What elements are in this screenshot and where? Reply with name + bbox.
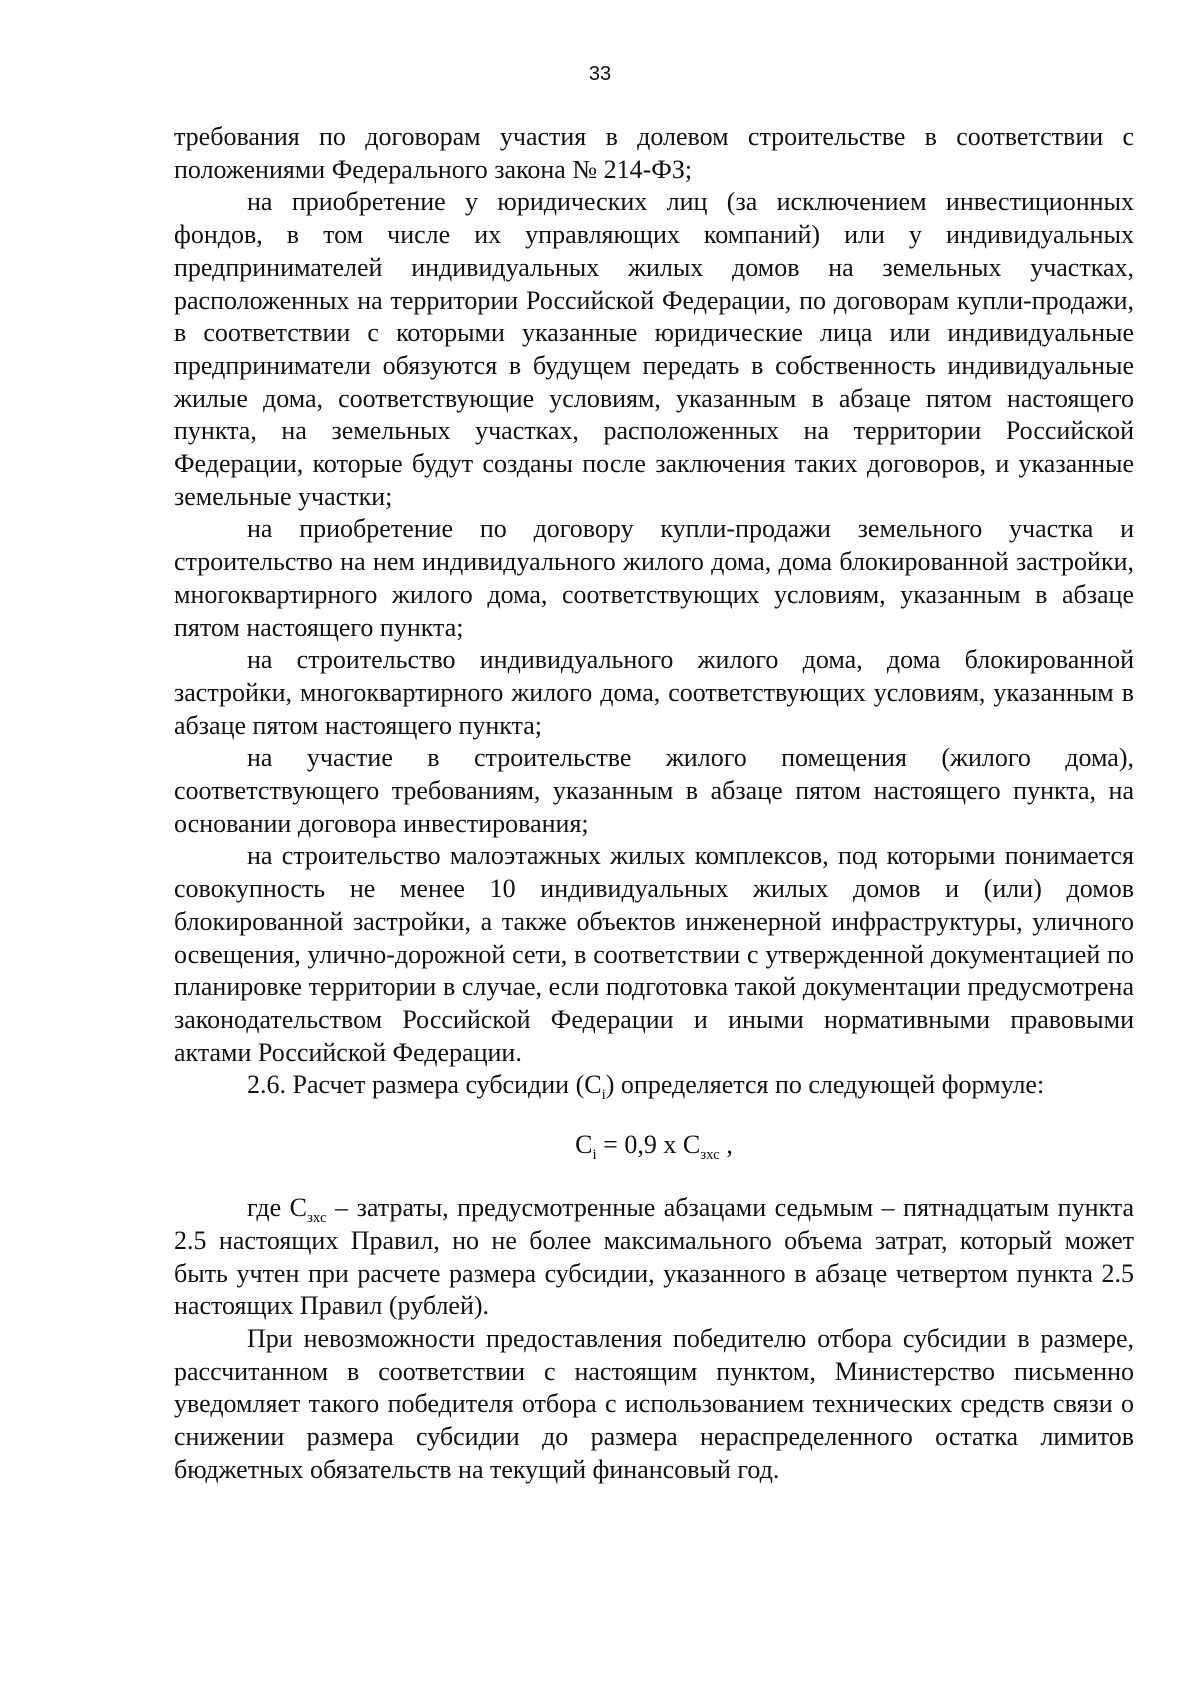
page-number: 33 xyxy=(588,63,612,85)
paragraph-2-6-text-start: 2.6. Расчет размера субсидии (С xyxy=(247,1070,602,1100)
paragraph-6: на строительство малоэтажных жилых комплексов, под которыми понимается совокупность не менее 10 индивидуальных жилых домов и (или) домов блокированной застройки, а также объектов инженерной инфраструктуры, уличного освещения, улично-дорожной сети, в соответствии с утвержденной документацией по планировке территории в случае, если подготовка такой документации предусмотрена законодательством Российской Федерации и иными нормативными правовыми актами Российской Федерации. xyxy=(174,841,1134,1067)
paragraph-1: требования по договорам участия в долевом строительстве в соответствии с положениями Федерального закона № 214-ФЗ; xyxy=(174,122,1134,184)
subsidy-formula xyxy=(174,1128,1134,1162)
formula-middle: = 0,9 х С xyxy=(596,1130,701,1160)
paragraph-9: При невозможности предоставления победителю отбора субсидии в размере, рассчитанном в соответствии с настоящим пунктом, Министерство письменно уведомляет такого победителя отбора с использованием технических средств связи о снижении размера субсидии до размера нераспределенного остатка лимитов бюджетных обязательств на текущий финансовый год. xyxy=(174,1323,1134,1484)
formula-rhs-subscript: зхс xyxy=(700,1147,720,1164)
paragraph-3: на приобретение по договору купли-продажи земельного участка и строительство на нем индивидуального жилого дома, дома блокированной застройки, многоквартирного жилого дома, соответствующих условиям, указанным в абзаце пятом настоящего пункта; xyxy=(174,514,1134,642)
paragraph-where-subscript: зхс xyxy=(307,1210,327,1227)
formula-lhs: С xyxy=(575,1130,593,1160)
paragraph-5: на участие в строительстве жилого помещения (жилого дома), соответствующего требованиям, указанным в абзаце пятом настоящего пункта, на основании договора инвестирования; xyxy=(174,743,1134,838)
paragraph-where xyxy=(174,1192,1134,1323)
formula-lhs-subscript: i xyxy=(592,1147,597,1164)
document-body xyxy=(174,121,1134,1486)
paragraph-where-start: где С xyxy=(247,1193,307,1223)
paragraph-2: на приобретение у юридических лиц (за исключением инвестиционных фондов, в том числе их управляющих компаний) или у индивидуальных предпринимателей индивидуальных жилых домов на земельных участках, расположенных на территории Российской Федерации, по договорам купли-продажи, в соответствии с которыми указанные юридические лица или индивидуальные предприниматели обязуются в будущем передать в собственность индивидуальные жилые дома, соответствующие условиям, указанным в абзаце пятом настоящего пункта, на земельных участках, расположенных на территории Российской Федерации, которые будут созданы после заключения таких договоров, и указанные земельные участки; xyxy=(174,187,1134,511)
paragraph-2-6-heading xyxy=(174,1069,1134,1102)
formula-tail: , xyxy=(719,1130,733,1160)
paragraph-where-end: – затраты, предусмотренные абзацами седьмым – пятнадцатым пункта 2.5 настоящих Правил, но не более максимального объема затрат, который может быть учтен при расчете размера субсидии, указанного в абзаце четвертом пункта 2.5 настоящих Правил (рублей). xyxy=(174,1193,1134,1321)
paragraph-2-6-subscript: i xyxy=(601,1087,606,1104)
paragraph-2-6-text-end: ) определяется по следующей формуле: xyxy=(605,1070,1045,1100)
paragraph-4: на строительство индивидуального жилого дома, дома блокированной застройки, многоквартирного жилого дома, соответствующих условиям, указанным в абзаце пятом настоящего пункта; xyxy=(174,645,1134,740)
